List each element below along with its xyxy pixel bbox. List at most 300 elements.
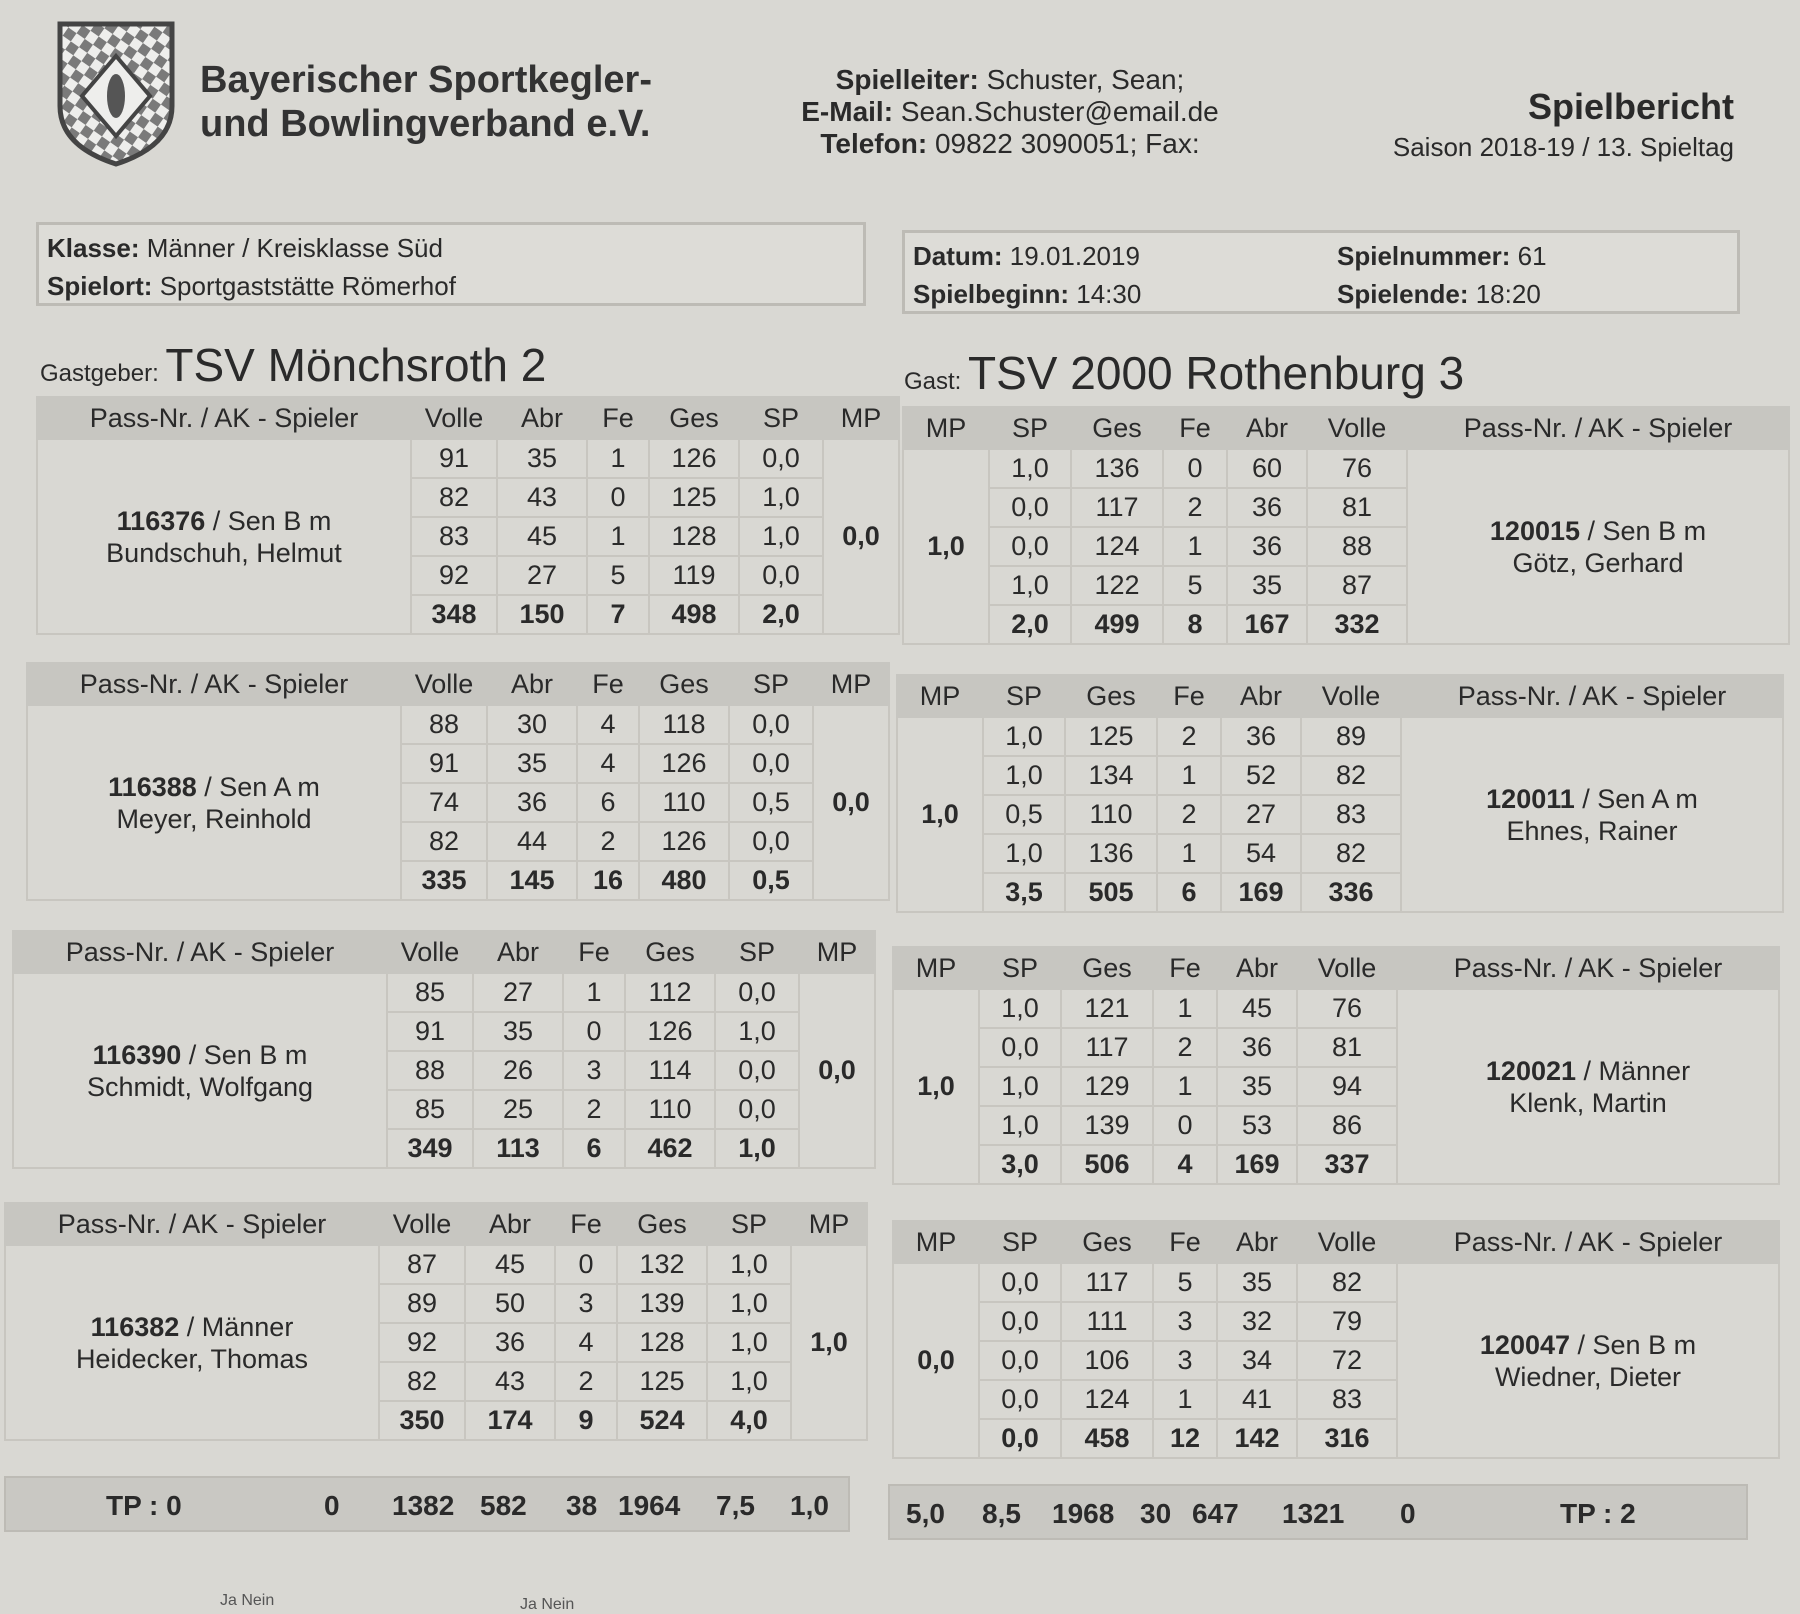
nummer-value: 61 [1517,241,1547,271]
guest-score-cell: 36 [1221,717,1301,756]
home-sum-cell: 4,0 [707,1401,791,1440]
home-header-cell: SP [739,397,823,439]
guest-score-cell: 125 [1065,717,1157,756]
home-header-cell: MP [823,397,899,439]
home-team-label: Gastgeber: [40,360,159,387]
guest-score-cell: 0,0 [989,527,1071,566]
guest-score-cell: 121 [1061,989,1153,1028]
guest-team-name: TSV 2000 Rothenburg 3 [968,347,1465,399]
footer-left-label: Ja Nein [220,1592,275,1609]
guest-score-cell: 0,0 [979,1380,1061,1419]
home-sum-cell: 7 [587,595,649,634]
home-total-zero: 0 [324,1490,340,1521]
home-player-ak: / Männer [179,1311,294,1342]
guest-score-cell: 86 [1297,1106,1397,1145]
home-total-ges: 1964 [618,1490,681,1521]
guest-score-cell: 0,0 [979,1028,1061,1067]
home-score-cell: 92 [411,556,497,595]
home-player-name: Schmidt, Wolfgang [86,1071,314,1102]
home-sum-cell: 145 [487,861,577,900]
home-score-cell: 26 [473,1051,563,1090]
guest-score-cell: 35 [1217,1067,1297,1106]
home-sum-cell: 0,5 [729,861,813,900]
home-header-cell: SP [707,1203,791,1245]
home-score-cell: 126 [639,822,729,861]
guest-player-ak: / Sen B m [1580,515,1707,546]
home-header-cell: MP [813,663,889,705]
guest-score-cell: 1,0 [983,717,1065,756]
guest-header-cell: Pass-Nr. / AK - Spieler [1397,1221,1779,1263]
guest-score-cell: 53 [1217,1106,1297,1145]
guest-score-cell: 52 [1221,756,1301,795]
beginn-label: Spielbeginn: [913,279,1069,309]
guest-score-cell: 36 [1217,1028,1297,1067]
guest-score-cell: 87 [1307,566,1407,605]
home-score-cell: 35 [497,439,587,478]
home-score-cell: 1,0 [739,478,823,517]
guest-header-cell: MP [893,1221,979,1263]
home-player-table [36,396,900,635]
home-score-cell: 112 [625,973,715,1012]
phone-label: Telefon: [820,128,928,159]
guest-total-abr: 647 [1192,1498,1239,1529]
guest-header-cell: Volle [1307,407,1407,449]
klasse-value: Männer / Kreisklasse Süd [146,233,443,263]
home-score-cell: 126 [649,439,739,478]
guest-score-cell: 1 [1157,756,1221,795]
guest-score-cell: 1 [1157,834,1221,873]
beginn-value: 14:30 [1076,279,1142,309]
home-sum-cell: 2,0 [739,595,823,634]
guest-score-cell: 2 [1157,795,1221,834]
guest-player-name: Götz, Gerhard [1512,547,1684,578]
home-score-cell: 2 [577,822,639,861]
guest-total-fe: 30 [1140,1498,1172,1529]
home-score-cell: 110 [639,783,729,822]
guest-player-pass: 120047 [1479,1329,1571,1360]
home-total-fe: 38 [566,1490,598,1521]
guest-score-cell: 1 [1153,989,1217,1028]
home-header-cell: Fe [555,1203,617,1245]
home-score-cell: 128 [617,1323,707,1362]
home-score-cell: 125 [649,478,739,517]
guest-header-cell: MP [893,947,979,989]
home-header-cell: Abr [487,663,577,705]
home-score-cell: 6 [577,783,639,822]
home-player-pass: 116376 [116,505,206,536]
home-header-cell: Pass-Nr. / AK - Spieler [27,663,401,705]
guest-player-cell [1401,717,1783,912]
guest-total-ges: 1968 [1052,1498,1115,1529]
guest-score-cell: 2 [1163,488,1227,527]
guest-score-cell: 34 [1217,1341,1297,1380]
guest-header-cell: Ges [1061,947,1153,989]
guest-header-cell: Pass-Nr. / AK - Spieler [1401,675,1783,717]
home-player-cell [27,705,401,900]
nummer-label: Spielnummer: [1337,241,1511,271]
guest-sum-cell: 499 [1071,605,1163,644]
guest-score-cell: 0 [1153,1106,1217,1145]
home-score-cell: 3 [563,1051,625,1090]
report-title-block [1393,86,1734,163]
home-score-cell: 126 [639,744,729,783]
home-player-table [4,1202,868,1441]
home-score-cell: 45 [497,517,587,556]
home-header-cell: Abr [473,931,563,973]
home-sum-cell: 462 [625,1129,715,1168]
spielort-value: Sportgaststätte Römerhof [159,271,456,301]
guest-score-cell: 3 [1153,1302,1217,1341]
guest-score-cell: 60 [1227,449,1307,488]
guest-header-cell: Pass-Nr. / AK - Spieler [1407,407,1789,449]
guest-score-cell: 136 [1065,834,1157,873]
guest-score-cell: 54 [1221,834,1301,873]
guest-header-cell: Abr [1217,947,1297,989]
guest-totals-row [888,1484,1748,1540]
home-header-cell: Fe [577,663,639,705]
guest-score-cell: 129 [1061,1067,1153,1106]
home-header-cell: Volle [387,931,473,973]
guest-score-cell: 82 [1301,834,1401,873]
home-sum-cell: 350 [379,1401,465,1440]
guest-header-cell: MP [903,407,989,449]
home-score-cell: 4 [555,1323,617,1362]
report-title: Spielbericht [1527,86,1734,127]
home-header-cell: Abr [497,397,587,439]
guest-sum-cell: 506 [1061,1145,1153,1184]
guest-score-cell: 1,0 [983,834,1065,873]
guest-player-mp: 1,0 [893,989,979,1184]
guest-score-cell: 83 [1301,795,1401,834]
guest-score-cell: 3 [1153,1341,1217,1380]
guest-sum-cell: 3,0 [979,1145,1061,1184]
home-total-sp: 7,5 [716,1490,755,1521]
home-score-cell: 114 [625,1051,715,1090]
home-score-cell: 36 [465,1323,555,1362]
guest-header-cell: Abr [1217,1221,1297,1263]
home-score-cell: 85 [387,973,473,1012]
guest-player-table [896,674,1784,913]
guest-score-cell: 2 [1153,1028,1217,1067]
home-score-cell: 25 [473,1090,563,1129]
home-score-cell: 1,0 [707,1362,791,1401]
home-score-cell: 0 [555,1245,617,1284]
leader-value: Schuster, Sean; [986,64,1185,95]
guest-score-cell: 1,0 [989,566,1071,605]
guest-header-cell: Ges [1071,407,1163,449]
guest-sum-cell: 505 [1065,873,1157,912]
home-sum-cell: 6 [563,1129,625,1168]
home-score-cell: 27 [497,556,587,595]
home-score-cell: 87 [379,1245,465,1284]
guest-player-pass: 120015 [1489,515,1581,546]
home-header-cell: Fe [587,397,649,439]
home-score-cell: 4 [577,744,639,783]
guest-header-cell: Fe [1157,675,1221,717]
spielort-label: Spielort: [47,271,153,301]
guest-player-mp: 0,0 [893,1263,979,1458]
home-header-cell: Ges [639,663,729,705]
guest-header-cell: Fe [1153,1221,1217,1263]
home-score-cell: 0,0 [715,973,799,1012]
guest-score-cell: 117 [1061,1028,1153,1067]
guest-header-cell: Pass-Nr. / AK - Spieler [1397,947,1779,989]
guest-player-ak: / Sen A m [1574,783,1698,814]
organization-name-line1: Bayerischer Sportkegler- [200,59,652,101]
guest-score-cell: 0 [1163,449,1227,488]
datum-label: Datum: [913,241,1003,271]
guest-score-cell: 36 [1227,527,1307,566]
home-header-cell: Fe [563,931,625,973]
guest-score-cell: 110 [1065,795,1157,834]
guest-header-cell: Fe [1153,947,1217,989]
guest-header-cell: Volle [1297,947,1397,989]
guest-score-cell: 82 [1297,1263,1397,1302]
home-score-cell: 92 [379,1323,465,1362]
home-header-cell: Abr [465,1203,555,1245]
home-header-cell: Ges [625,931,715,973]
home-score-cell: 0 [563,1012,625,1051]
home-header-cell: MP [799,931,875,973]
home-total-abr: 582 [480,1490,527,1521]
home-score-cell: 91 [401,744,487,783]
guest-sum-cell: 12 [1153,1419,1217,1458]
home-score-cell: 36 [487,783,577,822]
guest-header-cell: Ges [1065,675,1157,717]
home-score-cell: 0,5 [729,783,813,822]
guest-score-cell: 136 [1071,449,1163,488]
guest-score-cell: 36 [1227,488,1307,527]
home-score-cell: 126 [625,1012,715,1051]
guest-sum-cell: 2,0 [989,605,1071,644]
home-score-cell: 5 [587,556,649,595]
home-score-cell: 83 [411,517,497,556]
home-score-cell: 43 [465,1362,555,1401]
guest-score-cell: 41 [1217,1380,1297,1419]
guest-player-cell [1397,989,1779,1184]
home-header-cell: SP [715,931,799,973]
guest-score-cell: 0,0 [979,1341,1061,1380]
home-header-cell: SP [729,663,813,705]
guest-sum-cell: 167 [1227,605,1307,644]
guest-team-label: Gast: [904,368,962,395]
guest-header-cell: Abr [1227,407,1307,449]
home-sum-cell: 16 [577,861,639,900]
guest-score-cell: 76 [1297,989,1397,1028]
home-score-cell: 88 [401,705,487,744]
guest-score-cell: 0,0 [979,1302,1061,1341]
season-info: Saison 2018-19 / 13. Spieltag [1392,132,1734,162]
guest-sum-cell: 4 [1153,1145,1217,1184]
home-score-cell: 91 [387,1012,473,1051]
guest-sum-cell: 337 [1297,1145,1397,1184]
home-score-cell: 82 [401,822,487,861]
home-player-ak: / Sen A m [196,771,320,802]
home-score-cell: 1,0 [707,1323,791,1362]
home-score-cell: 128 [649,517,739,556]
guest-score-cell: 122 [1071,566,1163,605]
guest-player-cell [1397,1263,1779,1458]
guest-score-cell: 1,0 [979,1106,1061,1145]
guest-sum-cell: 169 [1221,873,1301,912]
guest-score-cell: 1,0 [979,1067,1061,1106]
guest-total-zero: 0 [1400,1498,1416,1529]
home-score-cell: 1 [587,517,649,556]
home-player-mp: 1,0 [791,1245,867,1440]
home-sum-cell: 349 [387,1129,473,1168]
guest-score-cell: 0,5 [983,795,1065,834]
home-score-cell: 3 [555,1284,617,1323]
home-score-cell: 0,0 [729,705,813,744]
date-time-box [902,230,1740,314]
home-player-pass: 116388 [108,771,197,802]
home-score-cell: 0,0 [715,1051,799,1090]
home-tp: TP : 0 [106,1490,182,1521]
home-score-cell: 1,0 [707,1245,791,1284]
guest-score-cell: 1,0 [983,756,1065,795]
home-score-cell: 110 [625,1090,715,1129]
home-score-cell: 82 [379,1362,465,1401]
guest-score-cell: 27 [1221,795,1301,834]
home-score-cell: 119 [649,556,739,595]
home-header-cell: Pass-Nr. / AK - Spieler [13,931,387,973]
home-player-table [26,662,890,901]
guest-score-cell: 117 [1071,488,1163,527]
guest-sum-cell: 3,5 [983,873,1065,912]
home-total-volle: 1382 [392,1490,455,1521]
guest-sum-cell: 332 [1307,605,1407,644]
home-score-cell: 118 [639,705,729,744]
home-score-cell: 1 [563,973,625,1012]
home-score-cell: 45 [465,1245,555,1284]
guest-sum-cell: 316 [1297,1419,1397,1458]
home-header-cell: Volle [379,1203,465,1245]
guest-score-cell: 76 [1307,449,1407,488]
guest-team-heading [904,346,1464,400]
home-score-cell: 89 [379,1284,465,1323]
home-score-cell: 125 [617,1362,707,1401]
guest-header-cell: Fe [1163,407,1227,449]
home-score-cell: 0,0 [729,822,813,861]
home-totals-row [4,1476,850,1532]
guest-score-cell: 1 [1153,1067,1217,1106]
guest-player-table [902,406,1790,645]
home-sum-cell: 335 [401,861,487,900]
home-score-cell: 85 [387,1090,473,1129]
guest-score-cell: 81 [1297,1028,1397,1067]
home-score-cell: 1 [587,439,649,478]
class-location-box [36,222,866,306]
guest-score-cell: 124 [1071,527,1163,566]
home-header-cell: Pass-Nr. / AK - Spieler [37,397,411,439]
guest-score-cell: 72 [1297,1341,1397,1380]
home-sum-cell: 1,0 [715,1129,799,1168]
guest-sum-cell: 169 [1217,1145,1297,1184]
home-score-cell: 1,0 [715,1012,799,1051]
guest-player-name: Ehnes, Rainer [1506,815,1678,846]
guest-score-cell: 1,0 [989,449,1071,488]
home-score-cell: 0 [587,478,649,517]
home-sum-cell: 524 [617,1401,707,1440]
home-player-cell [13,973,387,1168]
guest-header-cell: SP [979,1221,1061,1263]
home-player-mp: 0,0 [799,973,875,1168]
home-player-name: Heidecker, Thomas [75,1343,309,1374]
guest-sum-cell: 6 [1157,873,1221,912]
guest-sum-cell: 0,0 [979,1419,1061,1458]
leader-label: Spielleiter: [835,64,979,95]
home-score-cell: 139 [617,1284,707,1323]
guest-score-cell: 94 [1297,1067,1397,1106]
home-player-pass: 116382 [90,1311,180,1342]
home-score-cell: 132 [617,1245,707,1284]
ende-label: Spielende: [1337,279,1469,309]
guest-player-cell [1407,449,1789,644]
guest-score-cell: 1,0 [979,989,1061,1028]
guest-score-cell: 139 [1061,1106,1153,1145]
guest-score-cell: 35 [1227,566,1307,605]
guest-player-name: Wiedner, Dieter [1494,1361,1682,1392]
klasse-label: Klasse: [47,233,140,263]
home-header-cell: Pass-Nr. / AK - Spieler [5,1203,379,1245]
guest-score-cell: 106 [1061,1341,1153,1380]
guest-score-cell: 88 [1307,527,1407,566]
home-score-cell: 1,0 [739,517,823,556]
home-score-cell: 27 [473,973,563,1012]
guest-score-cell: 0,0 [989,488,1071,527]
guest-player-ak: / Sen B m [1570,1329,1697,1360]
guest-score-cell: 111 [1061,1302,1153,1341]
guest-score-cell: 1 [1153,1380,1217,1419]
home-total-mp: 1,0 [790,1490,829,1521]
guest-total-volle: 1321 [1282,1498,1345,1529]
home-score-cell: 43 [497,478,587,517]
home-team-name: TSV Mönchsroth 2 [165,339,547,391]
home-score-cell: 0,0 [739,556,823,595]
guest-player-table [892,1220,1780,1459]
guest-sum-cell: 142 [1217,1419,1297,1458]
home-player-mp: 0,0 [823,439,899,634]
guest-player-table [892,946,1780,1185]
guest-player-name: Klenk, Martin [1509,1087,1667,1118]
guest-score-cell: 2 [1157,717,1221,756]
guest-player-mp: 1,0 [897,717,983,912]
home-header-cell: Volle [401,663,487,705]
home-score-cell: 44 [487,822,577,861]
home-score-cell: 82 [411,478,497,517]
guest-score-cell: 82 [1301,756,1401,795]
home-sum-cell: 498 [649,595,739,634]
home-score-cell: 4 [577,705,639,744]
home-score-cell: 1,0 [707,1284,791,1323]
home-header-cell: MP [791,1203,867,1245]
guest-sum-cell: 458 [1061,1419,1153,1458]
guest-score-cell: 117 [1061,1263,1153,1302]
guest-player-pass: 120021 [1485,1055,1577,1086]
guest-score-cell: 83 [1297,1380,1397,1419]
home-player-ak: / Sen B m [205,505,332,536]
home-sum-cell: 150 [497,595,587,634]
home-header-cell: Ges [649,397,739,439]
home-score-cell: 0,0 [715,1090,799,1129]
guest-total-mp: 5,0 [906,1498,945,1529]
organization-name [200,58,652,146]
guest-score-cell: 81 [1307,488,1407,527]
phone-value: 09822 3090051; Fax: [934,128,1200,159]
home-score-cell: 2 [563,1090,625,1129]
guest-player-mp: 1,0 [903,449,989,644]
home-player-cell [5,1245,379,1440]
